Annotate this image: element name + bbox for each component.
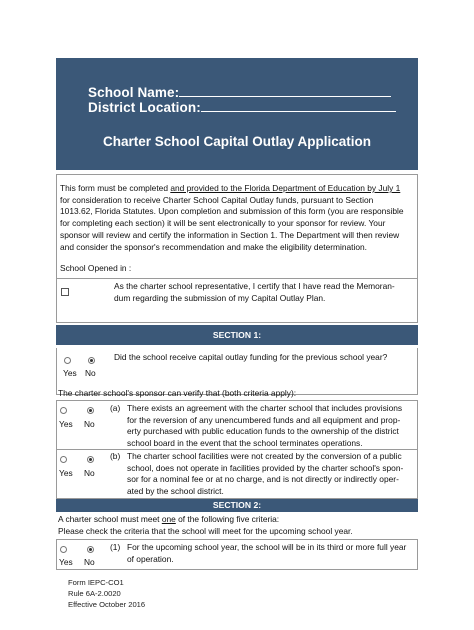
school-name-row: [88, 84, 391, 100]
criterion-b-label: (b): [110, 451, 121, 461]
c1-yes-label: Yes: [59, 557, 73, 567]
footer-effective-date: Effective October 2016: [68, 600, 146, 609]
a-yes-radio[interactable]: [60, 407, 67, 414]
certify-line-2: dum regarding the submission of my Capital Outlay Plan.: [114, 292, 326, 303]
sponsor-verify-text: The charter school's sponsor can verify that (both criteria apply):: [58, 388, 297, 398]
criterion-1-text: [127, 542, 406, 565]
intro-line-1a: This form must be completed: [60, 183, 171, 193]
application-form: [56, 58, 418, 570]
b-no-radio[interactable]: [87, 456, 94, 463]
intro-line-4: for completing each section) it will be sent electronically to your sponsor for review. Your: [60, 218, 386, 229]
criterion-b-line-3: sor for a nominal fee or at no charge, and is not directly or indirectly oper-: [127, 474, 399, 485]
c1-no-label: No: [84, 557, 95, 567]
school-opened-label: School Opened in :: [60, 263, 132, 273]
b-yes-radio[interactable]: [60, 456, 67, 463]
certify-line-1: As the charter school representative, I certify that I have read the Memoran-: [114, 281, 395, 291]
section-2-intro-1b: one: [161, 514, 176, 524]
intro-line-6: and consider the sponsor's recommendation and make the eligibility determination.: [60, 241, 367, 252]
criterion-a-line-3: erty purchased with public education funds to the ownership of the district: [127, 426, 399, 437]
criterion-b-line-1: The charter school facilities were not created by the conversion of a public: [127, 451, 402, 461]
intro-line-2: for consideration to receive Charter School Capital Outlay funds, pursuant to Section: [60, 194, 374, 205]
b-no-label: No: [84, 468, 95, 478]
criterion-1-line-1: For the upcoming school year, the school will be in its third or more full year: [127, 542, 407, 552]
c1-no-radio[interactable]: [87, 546, 94, 553]
criterion-1-label: (1): [110, 542, 121, 552]
section-2-heading: SECTION 2:: [56, 499, 418, 512]
intro-line-5: sponsor will review and certify the information in Section 1. The Department will then review: [60, 229, 400, 240]
a-no-label: No: [84, 419, 95, 429]
c1-yes-radio[interactable]: [60, 546, 67, 553]
section-2-intro: [58, 514, 353, 537]
criterion-b-text: [127, 451, 403, 498]
criterion-a-line-1: There exists an agreement with the charter school that includes provisions: [127, 403, 403, 413]
form-header: [56, 58, 418, 170]
intro-text: [60, 183, 404, 253]
form-footer: [68, 577, 145, 610]
q1-no-radio[interactable]: [88, 357, 95, 364]
district-location-field[interactable]: [201, 99, 396, 112]
q1-text: Did the school receive capital outlay funding for the previous school year?: [114, 352, 388, 362]
intro-line-1b: and provided to the Florida Department of Education by July 1: [170, 183, 401, 193]
certify-checkbox[interactable]: [61, 288, 69, 296]
criterion-b-line-2: school, does not operate in facilities provided by the charter school's spon-: [127, 462, 404, 473]
a-yes-label: Yes: [59, 419, 73, 429]
b-yes-label: Yes: [59, 468, 73, 478]
section-1-heading: SECTION 1:: [56, 325, 418, 345]
footer-rule: Rule 6A-2.0020: [68, 589, 121, 598]
school-name-label: School Name:: [88, 85, 180, 100]
q1-yes-radio[interactable]: [64, 357, 71, 364]
criterion-b-line-4: ated by the school district.: [127, 486, 224, 497]
criterion-a-text: [127, 403, 402, 450]
intro-line-3: 1013.62, Florida Statutes. Upon completion and submission of this form (you are responsible: [60, 206, 404, 217]
q1-no-label: No: [85, 368, 96, 378]
section-2-intro-1c: of the following five criteria:: [175, 514, 280, 524]
criterion-a-line-4: school board in the event that the school terminates operations.: [127, 438, 363, 449]
district-location-row: [88, 99, 396, 115]
footer-form-id: Form IEPC-CO1: [68, 578, 124, 587]
form-title: Charter School Capital Outlay Application: [102, 134, 372, 149]
school-name-field[interactable]: [179, 84, 391, 97]
district-location-label: District Location:: [88, 100, 201, 115]
q1-yes-label: Yes: [63, 368, 77, 378]
criterion-1-line-2: of operation.: [127, 553, 174, 564]
certify-text: [114, 281, 395, 304]
criterion-a-label: (a): [110, 403, 121, 413]
a-no-radio[interactable]: [87, 407, 94, 414]
criterion-a-line-2: for the reversion of any unencumbered funds and all equipment and prop-: [127, 414, 401, 425]
section-2-intro-2: Please check the criteria that the school will meet for the upcoming school year.: [58, 525, 353, 536]
section-2-intro-1a: A charter school must meet: [58, 514, 162, 524]
divider: [56, 278, 418, 279]
